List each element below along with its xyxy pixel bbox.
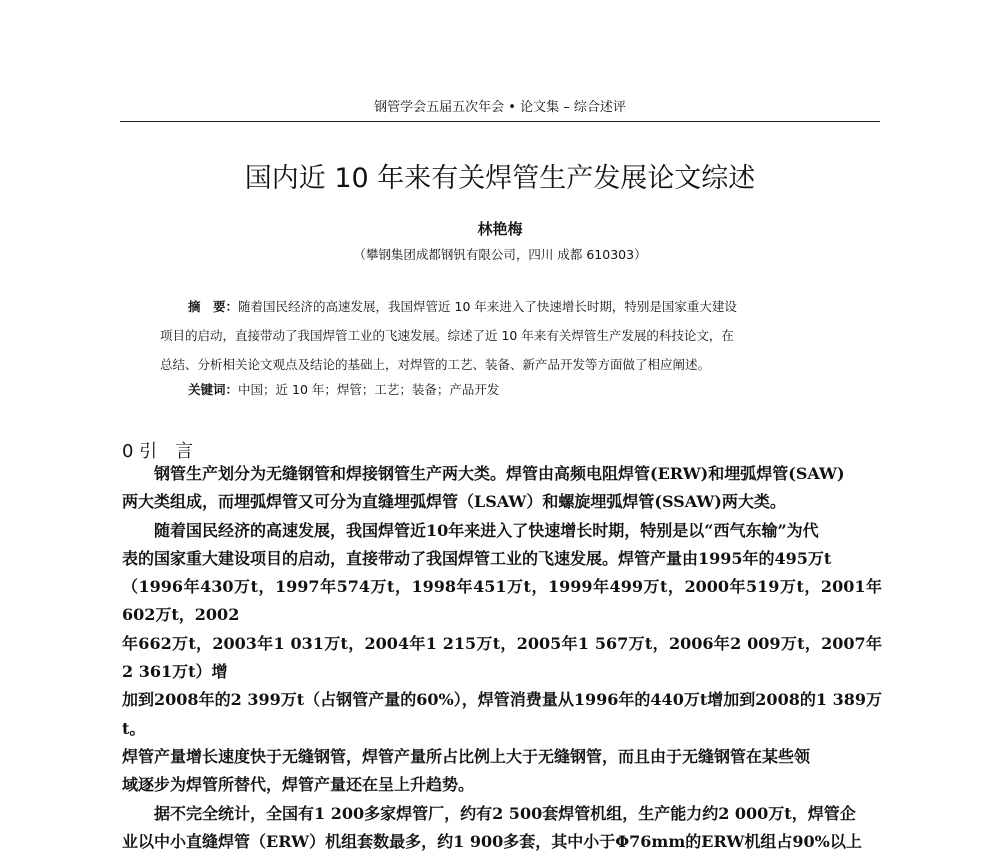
author-affiliation: （攀钢集团成都钢钒有限公司，四川 成都 610303） [353,247,647,262]
para2-line6: 焊管产量增长速度快于无缝钢管，焊管产量所占比例上大于无缝钢管，而且由于无缝钢管在某些领 [122,746,811,766]
abstract-line-2: 项目的启动，直接带动了我国焊管工业的飞速发展。综述了近 10 年来有关焊管生产发展的科技论文，在 [160,328,734,343]
para2-line3: （1996年430万t，1997年574万t，1998年451万t，1999年499万t，2000年519万t，2001年602万t，2002 [122,577,882,625]
abstract-text-1: 随着国民经济的高速发展，我国焊管近 10 年来进入了快速增长时期，特别是国家重大建设 [238,299,737,314]
para2-line5: 加到2008年的2 399万t（占钢管产量的60%），焊管消费量从1996年的440万t增加到2008的1 389万t。 [122,690,882,738]
para2-line1: 随着国民经济的高速发展，我国焊管近10年来进入了快速增长时期，特别是以“西气东输”为代 [154,520,819,540]
para1-line2: 两大类组成，而埋弧焊管又可分为直缝埋弧焊管（LSAW）和螺旋埋弧焊管(SSAW)两大类。 [122,492,786,512]
article-title: 国内近 10 年来有关焊管生产发展论文综述 [244,163,756,194]
para1-line1: 钢管生产划分为无缝钢管和焊接钢管生产两大类。焊管由高频电阻焊管(ERW)和埋弧焊管(SAW) [154,464,845,483]
keywords-label: 关键词： [188,382,239,397]
keywords-text: 中国；近 10 年；焊管；工艺；装备；产品开发 [238,382,500,397]
para2-line7: 域逐步为焊管所替代，焊管产量还在呈上升趋势。 [122,775,475,795]
abstract-line-1 [160,292,850,321]
para2-line4: 年662万t，2003年1 031万t，2004年1 215万t，2005年1 567万t，2006年2 009万t，2007年2 361万t）增 [122,633,882,682]
para2-line2: 表的国家重大建设项目的启动，直接带动了我国焊管工业的飞速发展。焊管产量由1995年的495万t [122,548,832,568]
para3-line1: 据不完全统计，全国有1 200多家焊管厂，约有2 500套焊管机组，生产能力约2 000万t，焊管企 [154,803,856,823]
abstract-label: 摘 要： [188,299,239,314]
running-head: 钢管学会五届五次年会 • 论文集 – 综合述评 [374,100,626,115]
header-rule [120,121,880,122]
para3-line2: 业以中小直缝焊管（ERW）机组套数最多，约1 900多套，其中小于Φ76mm的ERW机组占90%以上 [122,831,862,851]
abstract-line-3: 总结、分析相关论文观点及结论的基础上，对焊管的工艺、装备、新产品开发等方面做了相应阐述。 [160,357,711,372]
keywords-line [188,380,499,398]
author-name: 林艳梅 [477,220,523,238]
body-text [122,460,882,856]
abstract-block [160,292,850,379]
section-heading-intro: 0 引 言 [122,441,194,462]
